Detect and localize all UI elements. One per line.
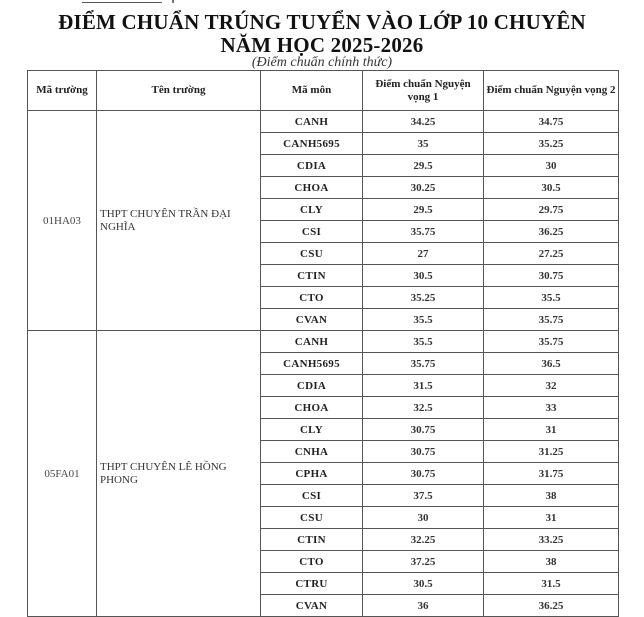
document-title: ĐIỂM CHUẨN TRÚNG TUYỂN VÀO LỚP 10 CHUYÊN [58, 10, 586, 34]
score-nv2: 33.25 [484, 529, 619, 551]
document-title-year: NĂM HỌC 2025-2026 [220, 33, 424, 57]
subject-code: CTO [261, 287, 363, 309]
score-nv2: 32 [484, 375, 619, 397]
decorative-rule [82, 2, 162, 3]
score-nv1: 36 [363, 595, 484, 617]
score-nv2: 33 [484, 397, 619, 419]
subject-code: CANH [261, 331, 363, 353]
subject-code: CANH5695 [261, 353, 363, 375]
school-code: 05FA01 [28, 331, 97, 617]
score-nv2: 36.25 [484, 595, 619, 617]
score-nv1: 30.5 [363, 573, 484, 595]
score-nv1: 30.75 [363, 419, 484, 441]
subject-code: CTIN [261, 265, 363, 287]
score-nv1: 35.5 [363, 309, 484, 331]
score-nv2: 31 [484, 419, 619, 441]
score-nv1: 37.5 [363, 485, 484, 507]
score-nv2: 31 [484, 507, 619, 529]
header-score-nv2: Điểm chuẩn Nguyện vọng 2 [484, 71, 619, 111]
score-nv1: 30.5 [363, 265, 484, 287]
subject-code: CHOA [261, 177, 363, 199]
subject-code: CPHA [261, 463, 363, 485]
admission-scores-table [27, 70, 619, 617]
subject-code: CVAN [261, 595, 363, 617]
school-code: 01HA03 [28, 111, 97, 331]
table-header-row [28, 71, 619, 111]
table-row [28, 331, 619, 353]
school-name: THPT CHUYÊN TRẦN ĐẠI NGHĨA [97, 111, 261, 331]
score-nv2: 38 [484, 485, 619, 507]
score-nv2: 36.25 [484, 221, 619, 243]
subject-code: CDIA [261, 155, 363, 177]
decorative-mark [172, 0, 174, 3]
score-nv1: 35 [363, 133, 484, 155]
score-nv1: 35.5 [363, 331, 484, 353]
score-nv2: 27.25 [484, 243, 619, 265]
score-nv1: 29.5 [363, 155, 484, 177]
score-nv2: 35.5 [484, 287, 619, 309]
score-nv1: 29.5 [363, 199, 484, 221]
subject-code: CSU [261, 507, 363, 529]
subject-code: CTO [261, 551, 363, 573]
score-nv2: 35.75 [484, 309, 619, 331]
score-nv2: 34.75 [484, 111, 619, 133]
score-nv1: 37.25 [363, 551, 484, 573]
score-nv1: 32.5 [363, 397, 484, 419]
subject-code: CNHA [261, 441, 363, 463]
subject-code: CANH [261, 111, 363, 133]
score-nv1: 35.75 [363, 221, 484, 243]
subject-code: CTIN [261, 529, 363, 551]
score-nv1: 30.75 [363, 463, 484, 485]
subject-code: CSI [261, 221, 363, 243]
score-nv2: 30.75 [484, 265, 619, 287]
score-nv1: 35.75 [363, 353, 484, 375]
subject-code: CDIA [261, 375, 363, 397]
score-nv1: 34.25 [363, 111, 484, 133]
header-score-nv1: Điểm chuẩn Nguyện vọng 1 [363, 71, 484, 111]
score-nv2: 30.5 [484, 177, 619, 199]
school-name: THPT CHUYÊN LÊ HỒNG PHONG [97, 331, 261, 617]
score-nv2: 29.75 [484, 199, 619, 221]
score-nv2: 36.5 [484, 353, 619, 375]
score-nv2: 30 [484, 155, 619, 177]
score-nv1: 32.25 [363, 529, 484, 551]
header-school-code: Mã trường [28, 71, 97, 111]
score-nv2: 35.25 [484, 133, 619, 155]
subject-code: CLY [261, 419, 363, 441]
header-subject-code: Mã môn [261, 71, 363, 111]
header-school-name: Tên trường [97, 71, 261, 111]
subject-code: CANH5695 [261, 133, 363, 155]
score-nv1: 30.25 [363, 177, 484, 199]
table-body [28, 111, 619, 617]
subject-code: CVAN [261, 309, 363, 331]
score-nv1: 30 [363, 507, 484, 529]
score-nv2: 35.75 [484, 331, 619, 353]
subject-code: CSI [261, 485, 363, 507]
subject-code: CHOA [261, 397, 363, 419]
score-nv2: 31.5 [484, 573, 619, 595]
score-nv1: 31.5 [363, 375, 484, 397]
document-subtitle: (Điểm chuẩn chính thức) [251, 55, 393, 70]
score-nv1: 35.25 [363, 287, 484, 309]
score-nv2: 38 [484, 551, 619, 573]
subject-code: CTRU [261, 573, 363, 595]
subject-code: CSU [261, 243, 363, 265]
score-nv2: 31.25 [484, 441, 619, 463]
table-row [28, 111, 619, 133]
score-nv2: 31.75 [484, 463, 619, 485]
score-nv1: 30.75 [363, 441, 484, 463]
subject-code: CLY [261, 199, 363, 221]
score-nv1: 27 [363, 243, 484, 265]
